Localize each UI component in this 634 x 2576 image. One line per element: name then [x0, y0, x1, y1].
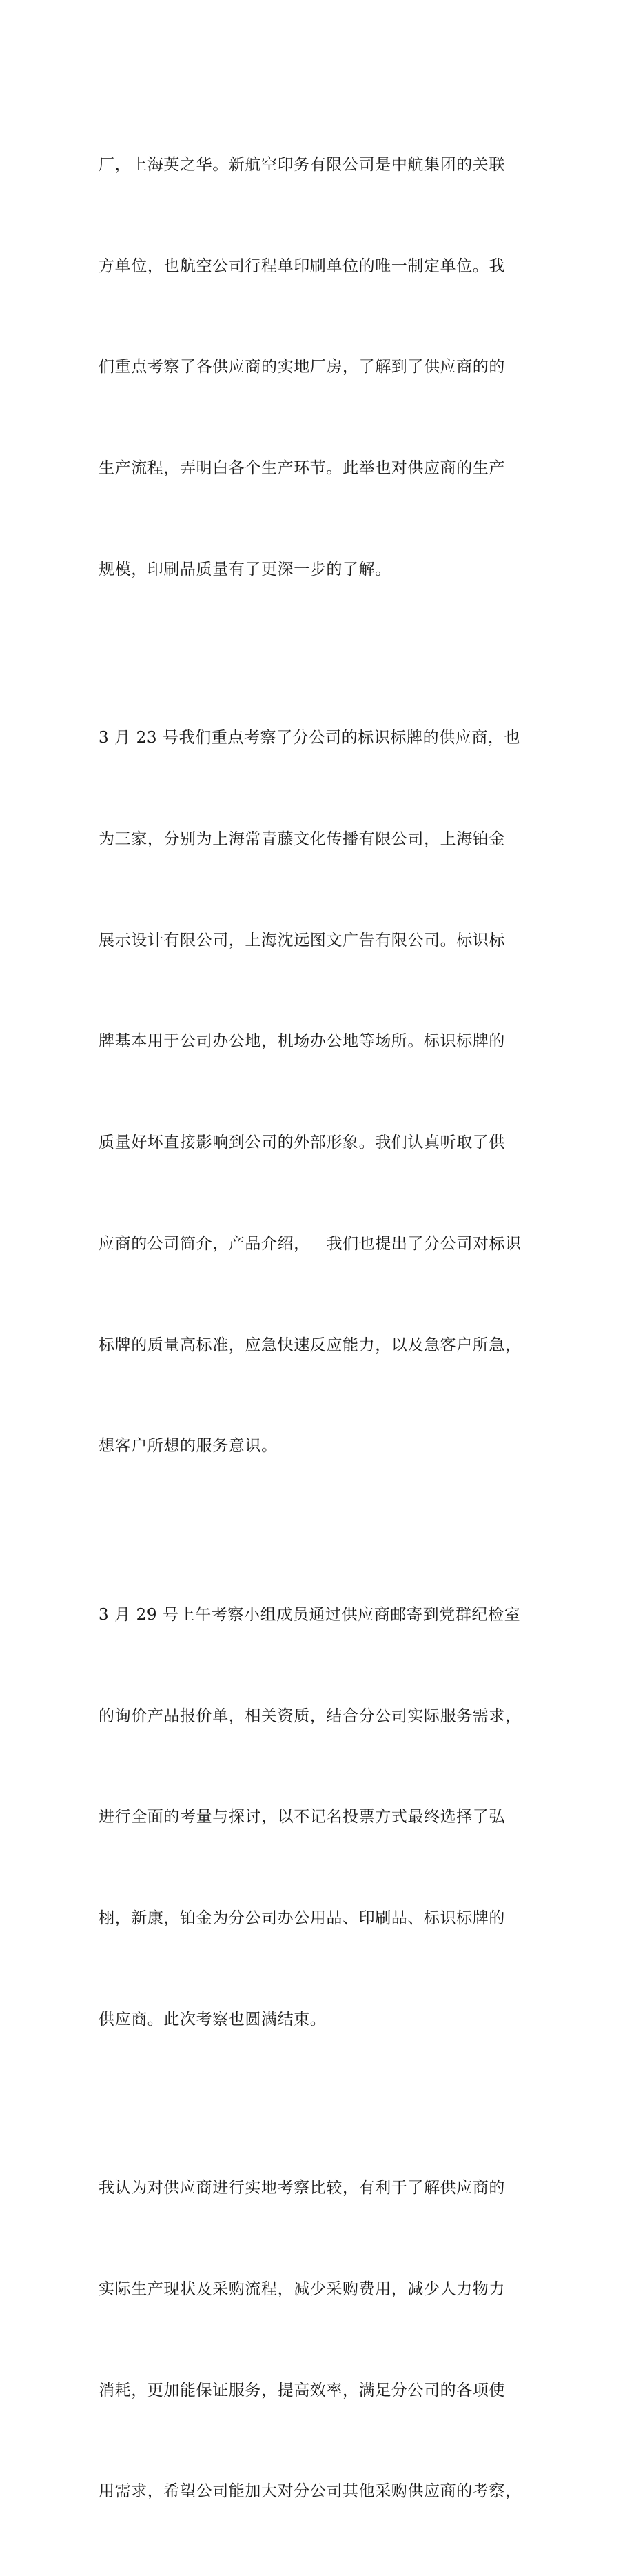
text-line: 用需求，希望公司能加大对分公司其他采购供应商的考察， — [99, 2482, 522, 2501]
paragraph-march-23 — [99, 654, 546, 1531]
text-line: 我认为对供应商进行实地考察比较，有利于了解供应商的 — [99, 2179, 505, 2197]
text-line: 实际生产现状及采购流程，减少采购费用，减少人力物力 — [99, 2280, 505, 2298]
text-line: 厂，上海英之华。新航空印务有限公司是中航集团的关联 — [99, 155, 505, 174]
text-line: 为三家，分别为上海常青藤文化传播有限公司，上海铂金 — [99, 829, 505, 848]
text-line: 质量好坏直接影响到公司的外部形象。我们认真听取了供 — [99, 1134, 505, 1152]
text-line: 的询价产品报价单，相关资质，结合分公司实际服务需求， — [99, 1707, 522, 1725]
text-line: 3 月 23 号我们重点考察了分公司的标识标牌的供应商，也 — [99, 729, 521, 747]
document-body — [99, 81, 546, 2576]
text-line: 应商的公司简介，产品介绍， 我们也提出了分公司对标识 — [99, 1234, 522, 1253]
text-line: 方单位，也航空公司行程单印刷单位的唯一制定单位。我 — [99, 256, 505, 275]
text-line: 供应商。此次考察也圆满结束。 — [99, 2010, 327, 2029]
text-line: 想客户所想的服务意识。 — [99, 1437, 278, 1456]
text-line: 展示设计有限公司，上海沈远图文广告有限公司。标识标 — [99, 931, 505, 949]
text-line: 3 月 29 号上午考察小组成员通过供应商邮寄到党群纪检室 — [99, 1605, 521, 1624]
paragraph-conclusion — [99, 2104, 546, 2576]
text-line: 牌基本用于公司办公地，机场办公地等场所。标识标牌的 — [99, 1032, 505, 1051]
text-line: 规模，印刷品质量有了更深一步的了解。 — [99, 560, 391, 578]
text-line: 消耗，更加能保证服务，提高效率，满足分公司的各项使 — [99, 2381, 505, 2399]
text-line: 们重点考察了各供应商的实地厂房，了解到了供应商的的 — [99, 358, 505, 376]
text-line: 标牌的质量高标准，应急快速反应能力，以及急客户所急， — [99, 1336, 522, 1354]
text-line: 生产流程，弄明白各个生产环节。此举也对供应商的生产 — [99, 459, 505, 477]
paragraph-march-29 — [99, 1531, 546, 2104]
text-line: 栩，新康，铂金为分公司办公用品、印刷品、标识标牌的 — [99, 1909, 505, 1927]
paragraph-supplier-factories — [99, 81, 546, 654]
text-line: 进行全面的考量与探讨，以不记名投票方式最终选择了弘 — [99, 1808, 505, 1827]
